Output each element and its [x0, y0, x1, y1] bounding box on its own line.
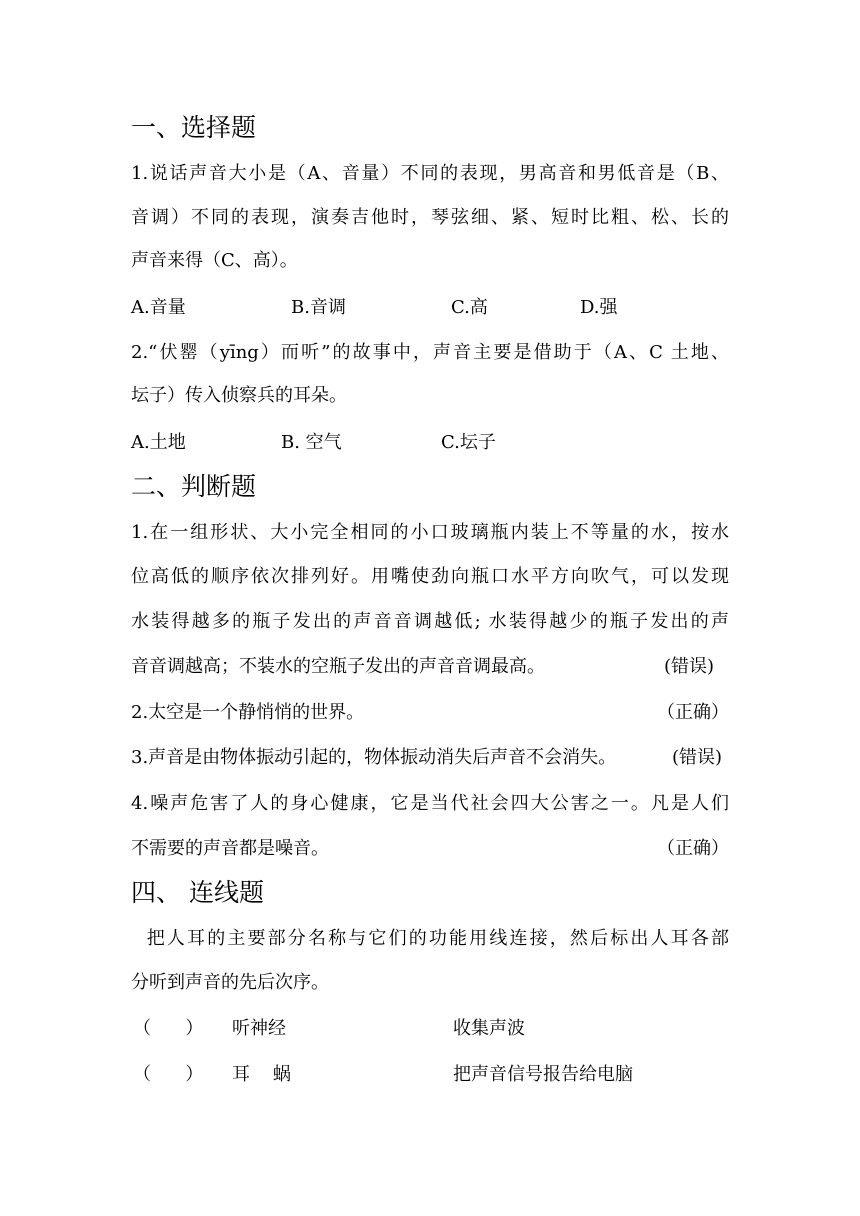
judge-q1-line-4: 音音调越高；不装水的空瓶子发出的声音音调最高。 — [131, 656, 545, 677]
judge-q2-answer: （正确） — [657, 702, 729, 723]
judge-q4-line-2: 不需要的声音都是噪音。 — [131, 838, 329, 859]
match-instruction-line-2: 分听到声音的先后次序。 — [131, 972, 329, 993]
match-row-1-blank: （ ） — [133, 1018, 204, 1039]
choice-q2-line-1: 2.“伏罂（yīng）而听”的故事中，声音主要是借助于（A、C 土地、 — [131, 342, 729, 363]
judge-q3-answer: (错误) — [672, 747, 723, 768]
choice-q1-option-b: B.音调 — [291, 297, 346, 318]
judge-q4-answer: （正确） — [657, 838, 729, 859]
choice-q1-option-a: A.音量 — [131, 297, 186, 318]
choice-q1-line-2: 音调）不同的表现，演奏吉他时，琴弦细、紧、短时比粗、松、长的 — [131, 207, 729, 228]
judge-q1-line-3: 水装得越多的瓶子发出的声音音调越低; 水装得越少的瓶子发出的声 — [131, 611, 729, 632]
choice-q1-line-3: 声音来得（C、高）。 — [131, 250, 298, 271]
choice-q1-option-d: D.强 — [580, 297, 618, 318]
match-instruction-line-1: 把人耳的主要部分名称与它们的功能用线连接，然后标出人耳各部 — [131, 928, 729, 949]
choice-q2-line-2: 坛子）传入侦察兵的耳朵。 — [131, 385, 347, 406]
choice-q2-option-b: B. 空气 — [281, 432, 342, 453]
judge-q2-text: 2.太空是一个静悄悄的世界。 — [131, 702, 365, 723]
judge-q1-line-1: 1.在一组形状、大小完全相同的小口玻璃瓶内装上不等量的水，按水 — [131, 522, 729, 543]
section-title-judge: 二、判断题 — [131, 472, 257, 501]
choice-q1-line-1: 1.说话声音大小是（A、音量）不同的表现，男高音和男低音是（B、 — [131, 163, 729, 184]
match-row-1-part: 听神经 — [232, 1018, 286, 1039]
judge-q3-text: 3.声音是由物体振动引起的，物体振动消失后声音不会消失。 — [131, 747, 617, 768]
judge-q1-line-2: 位高低的顺序依次排列好。用嘴使劲向瓶口水平方向吹气，可以发现 — [131, 566, 729, 587]
choice-q2-option-a: A.土地 — [131, 432, 186, 453]
match-row-2-blank: （ ） — [133, 1064, 204, 1085]
match-row-2-part: 耳 蜗 — [232, 1064, 291, 1085]
judge-q4-line-1: 4.噪声危害了人的身心健康，它是当代社会四大公害之一。凡是人们 — [131, 793, 729, 814]
section-title-choice: 一、选择题 — [131, 113, 257, 142]
section-title-match: 四、 连线题 — [131, 878, 264, 907]
judge-q1-answer: (错误) — [664, 656, 715, 677]
choice-q1-option-c: C.高 — [451, 297, 488, 318]
match-row-2-function: 把声音信号报告给电脑 — [453, 1064, 633, 1085]
choice-q2-option-c: C.坛子 — [441, 432, 496, 453]
match-row-1-function: 收集声波 — [453, 1018, 525, 1039]
